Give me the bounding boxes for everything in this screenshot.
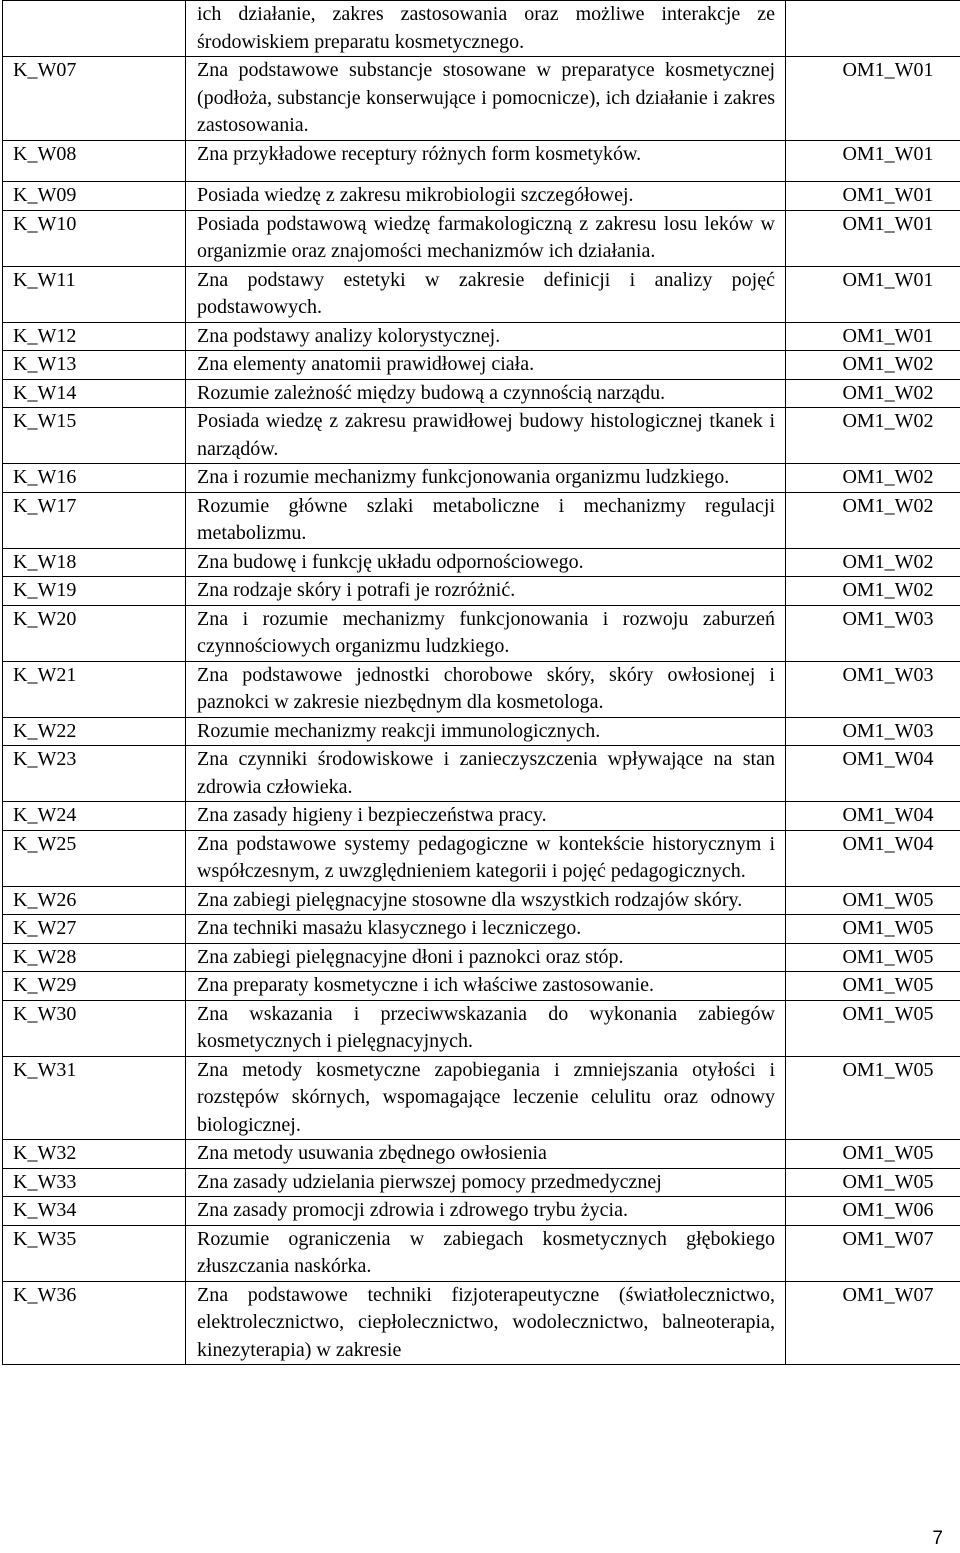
- learning-outcomes-table: [2, 0, 960, 1365]
- outcome-code-cell: K_W35: [3, 1225, 186, 1281]
- outcome-code-cell: K_W08: [3, 140, 186, 182]
- outcome-description-cell: Zna podstawowe substancje stosowane w preparatyce kosmetycznej (podłoża, substancje konserwujące i pomocnicze), ich działanie i zakres zastosowania.: [186, 57, 786, 141]
- outcome-reference-cell: OM1_W04: [786, 802, 960, 831]
- page-number: 7: [932, 1528, 943, 1549]
- outcome-reference-cell: OM1_W01: [786, 322, 960, 351]
- outcome-reference-cell: OM1_W05: [786, 1140, 960, 1169]
- table-row: [3, 972, 960, 1001]
- outcome-description-cell: Zna zasady udzielania pierwszej pomocy przedmedycznej: [186, 1168, 786, 1197]
- outcome-description-cell: Zna elementy anatomii prawidłowej ciała.: [186, 351, 786, 380]
- table-row: [3, 1168, 960, 1197]
- table-row: [3, 1000, 960, 1056]
- outcome-reference-cell: OM1_W02: [786, 408, 960, 464]
- outcome-reference-cell: OM1_W06: [786, 1197, 960, 1226]
- outcome-description-cell: Posiada wiedzę z zakresu prawidłowej budowy histologicznej tkanek i narządów.: [186, 408, 786, 464]
- outcome-description-cell: Rozumie zależność między budową a czynnością narządu.: [186, 379, 786, 408]
- outcome-code-cell: K_W22: [3, 717, 186, 746]
- outcome-description-cell: Posiada podstawową wiedzę farmakologiczną z zakresu losu leków w organizmie oraz znajomości mechanizmów ich działania.: [186, 210, 786, 266]
- outcome-code-cell: K_W15: [3, 408, 186, 464]
- outcome-code-cell: K_W21: [3, 661, 186, 717]
- outcome-description-cell: Zna metody usuwania zbędnego owłosienia: [186, 1140, 786, 1169]
- outcome-reference-cell: OM1_W05: [786, 972, 960, 1001]
- outcome-description-cell: Zna podstawy estetyki w zakresie definicji i analizy pojęć podstawowych.: [186, 266, 786, 322]
- table-row: [3, 1140, 960, 1169]
- outcome-description-cell: Zna preparaty kosmetyczne i ich właściwe zastosowanie.: [186, 972, 786, 1001]
- outcome-code-cell: K_W09: [3, 182, 186, 211]
- outcome-description-cell: Zna zasady promocji zdrowia i zdrowego trybu życia.: [186, 1197, 786, 1226]
- outcome-description-cell: Rozumie ograniczenia w zabiegach kosmetycznych głębokiego złuszczania naskórka.: [186, 1225, 786, 1281]
- outcome-reference-cell: OM1_W01: [786, 266, 960, 322]
- outcome-description-cell: Zna techniki masażu klasycznego i leczniczego.: [186, 915, 786, 944]
- table-row: [3, 717, 960, 746]
- outcome-description-cell: Zna zabiegi pielęgnacyjne dłoni i paznokci oraz stóp.: [186, 943, 786, 972]
- outcome-description-cell: Zna i rozumie mechanizmy funkcjonowania i rozwoju zaburzeń czynnościowych organizmu ludzkiego.: [186, 605, 786, 661]
- outcome-reference-cell: OM1_W05: [786, 915, 960, 944]
- outcome-reference-cell: [786, 1, 960, 57]
- table-row: [3, 1056, 960, 1140]
- table-row: [3, 140, 960, 182]
- outcome-description-cell: Posiada wiedzę z zakresu mikrobiologii szczegółowej.: [186, 182, 786, 211]
- table-row: [3, 1197, 960, 1226]
- outcome-description-cell: Zna rodzaje skóry i potrafi je rozróżnić.: [186, 577, 786, 606]
- table-row: [3, 802, 960, 831]
- outcome-reference-cell: OM1_W03: [786, 661, 960, 717]
- outcome-code-cell: K_W23: [3, 746, 186, 802]
- outcome-reference-cell: OM1_W03: [786, 717, 960, 746]
- outcome-description-cell: Zna wskazania i przeciwwskazania do wykonania zabiegów kosmetycznych i pielęgnacyjnych.: [186, 1000, 786, 1056]
- outcome-reference-cell: OM1_W02: [786, 464, 960, 493]
- outcome-description-cell: Zna zasady higieny i bezpieczeństwa pracy.: [186, 802, 786, 831]
- outcome-code-cell: K_W13: [3, 351, 186, 380]
- outcome-code-cell: [3, 1, 186, 57]
- table-row: [3, 266, 960, 322]
- outcome-reference-cell: OM1_W02: [786, 577, 960, 606]
- table-row: [3, 492, 960, 548]
- outcome-description-cell: Rozumie mechanizmy reakcji immunologicznych.: [186, 717, 786, 746]
- outcome-reference-cell: OM1_W04: [786, 830, 960, 886]
- table-row: [3, 830, 960, 886]
- outcome-reference-cell: OM1_W01: [786, 210, 960, 266]
- outcome-description-cell: Zna zabiegi pielęgnacyjne stosowne dla wszystkich rodzajów skóry.: [186, 886, 786, 915]
- outcome-reference-cell: OM1_W05: [786, 1168, 960, 1197]
- outcome-code-cell: K_W19: [3, 577, 186, 606]
- table-row: [3, 351, 960, 380]
- outcome-description-cell: Zna podstawowe systemy pedagogiczne w kontekście historycznym i współczesnym, z uwzględnieniem kategorii i pojęć pedagogicznych.: [186, 830, 786, 886]
- outcome-reference-cell: OM1_W05: [786, 886, 960, 915]
- outcome-reference-cell: OM1_W01: [786, 140, 960, 182]
- table-row: [3, 1, 960, 57]
- outcome-code-cell: K_W07: [3, 57, 186, 141]
- outcome-code-cell: K_W14: [3, 379, 186, 408]
- table-row: [3, 1281, 960, 1365]
- outcome-code-cell: K_W30: [3, 1000, 186, 1056]
- outcome-description-cell: Zna i rozumie mechanizmy funkcjonowania organizmu ludzkiego.: [186, 464, 786, 493]
- outcome-description-cell: Zna metody kosmetyczne zapobiegania i zmniejszania otyłości i rozstępów skórnych, wspomagające leczenie celulitu oraz odnowy biologicznej.: [186, 1056, 786, 1140]
- outcome-reference-cell: OM1_W05: [786, 1000, 960, 1056]
- outcome-reference-cell: OM1_W07: [786, 1225, 960, 1281]
- outcome-reference-cell: OM1_W02: [786, 492, 960, 548]
- outcome-description-cell: Rozumie główne szlaki metaboliczne i mechanizmy regulacji metabolizmu.: [186, 492, 786, 548]
- table-row: [3, 408, 960, 464]
- outcome-code-cell: K_W36: [3, 1281, 186, 1365]
- outcome-code-cell: K_W34: [3, 1197, 186, 1226]
- outcome-description-cell: Zna budowę i funkcję układu odpornościowego.: [186, 548, 786, 577]
- table-row: [3, 379, 960, 408]
- outcome-code-cell: K_W25: [3, 830, 186, 886]
- outcome-code-cell: K_W28: [3, 943, 186, 972]
- table-row: [3, 548, 960, 577]
- outcome-description-cell: ich działanie, zakres zastosowania oraz możliwe interakcje ze środowiskiem preparatu kosmetycznego.: [186, 1, 786, 57]
- outcome-code-cell: K_W10: [3, 210, 186, 266]
- outcome-reference-cell: OM1_W02: [786, 351, 960, 380]
- outcome-description-cell: Zna podstawy analizy kolorystycznej.: [186, 322, 786, 351]
- outcome-code-cell: K_W12: [3, 322, 186, 351]
- outcome-reference-cell: OM1_W02: [786, 548, 960, 577]
- outcome-code-cell: K_W18: [3, 548, 186, 577]
- table-row: [3, 464, 960, 493]
- outcome-reference-cell: OM1_W01: [786, 57, 960, 141]
- outcome-reference-cell: OM1_W05: [786, 943, 960, 972]
- outcome-code-cell: K_W24: [3, 802, 186, 831]
- table-row: [3, 746, 960, 802]
- outcome-code-cell: K_W33: [3, 1168, 186, 1197]
- outcome-reference-cell: OM1_W07: [786, 1281, 960, 1365]
- outcome-reference-cell: OM1_W05: [786, 1056, 960, 1140]
- outcome-reference-cell: OM1_W01: [786, 182, 960, 211]
- table-row: [3, 322, 960, 351]
- table-row: [3, 57, 960, 141]
- table-row: [3, 577, 960, 606]
- table-row: [3, 605, 960, 661]
- outcome-code-cell: K_W26: [3, 886, 186, 915]
- outcome-code-cell: K_W11: [3, 266, 186, 322]
- table-body: [3, 1, 960, 1365]
- outcome-description-cell: Zna podstawowe techniki fizjoterapeutyczne (światłolecznictwo, elektrolecznictwo, ciepłolecznictwo, wodolecznictwo, balneoterapia, kinezyterapia) w zakresie: [186, 1281, 786, 1365]
- outcome-description-cell: Zna czynniki środowiskowe i zanieczyszczenia wpływające na stan zdrowia człowieka.: [186, 746, 786, 802]
- table-row: [3, 1225, 960, 1281]
- table-row: [3, 886, 960, 915]
- table-row: [3, 915, 960, 944]
- outcome-reference-cell: OM1_W03: [786, 605, 960, 661]
- outcome-description-cell: Zna przykładowe receptury różnych form kosmetyków.: [186, 140, 786, 182]
- outcome-description-cell: Zna podstawowe jednostki chorobowe skóry, skóry owłosionej i paznokci w zakresie niezbędnym dla kosmetologa.: [186, 661, 786, 717]
- table-row: [3, 661, 960, 717]
- outcome-code-cell: K_W20: [3, 605, 186, 661]
- outcome-code-cell: K_W32: [3, 1140, 186, 1169]
- outcome-code-cell: K_W17: [3, 492, 186, 548]
- table-row: [3, 210, 960, 266]
- outcome-code-cell: K_W31: [3, 1056, 186, 1140]
- table-row: [3, 182, 960, 211]
- outcome-code-cell: K_W27: [3, 915, 186, 944]
- outcome-code-cell: K_W29: [3, 972, 186, 1001]
- outcome-code-cell: K_W16: [3, 464, 186, 493]
- table-row: [3, 943, 960, 972]
- outcome-reference-cell: OM1_W04: [786, 746, 960, 802]
- outcome-reference-cell: OM1_W02: [786, 379, 960, 408]
